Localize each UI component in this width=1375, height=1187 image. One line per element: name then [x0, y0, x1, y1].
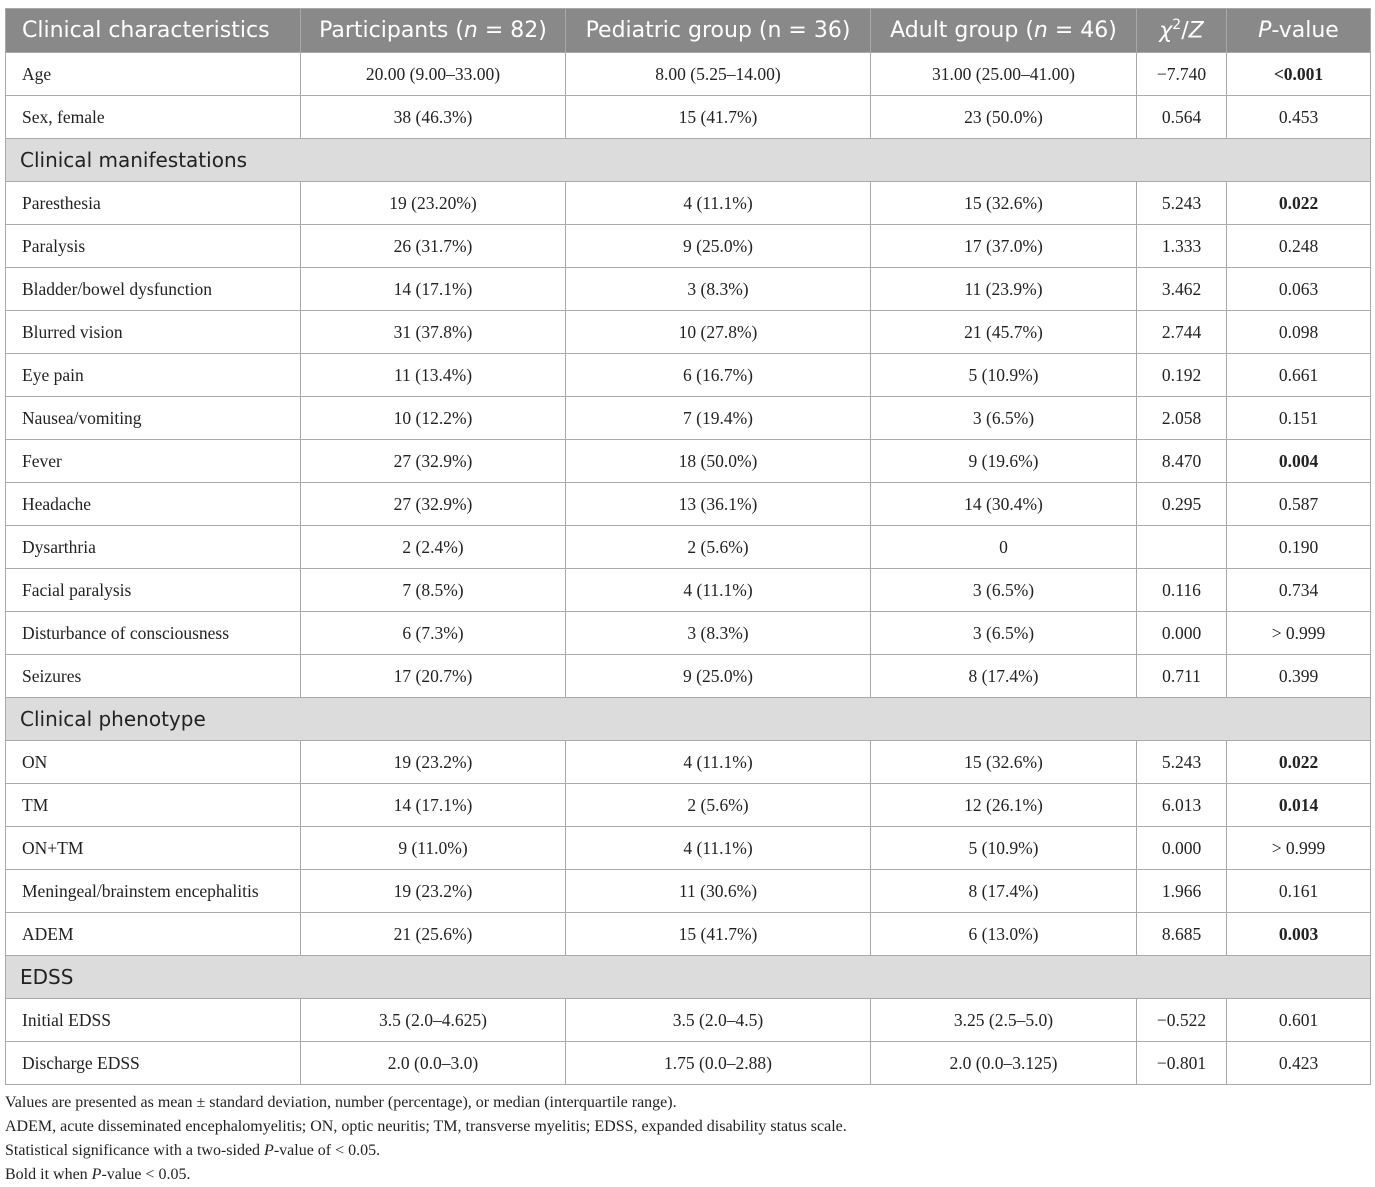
participants-cell: 38 (46.3%): [301, 96, 566, 139]
participants-cell: 11 (13.4%): [301, 354, 566, 397]
pediatric-cell: 9 (25.0%): [566, 655, 871, 698]
adult-cell: 6 (13.0%): [871, 913, 1137, 956]
row-label: ON: [6, 741, 301, 784]
statistic-cell: 0.116: [1137, 569, 1227, 612]
pediatric-cell: 3 (8.3%): [566, 268, 871, 311]
adult-cell: 14 (30.4%): [871, 483, 1137, 526]
footnote-significance: Statistical significance with a two-sided P-value of < 0.05.: [5, 1142, 381, 1159]
statistic-cell: 5.243: [1137, 182, 1227, 225]
statistic-cell: 1.966: [1137, 870, 1227, 913]
section-row: [6, 139, 1371, 182]
row-label: Age: [6, 53, 301, 96]
row-label: ON+TM: [6, 827, 301, 870]
adult-cell: 3 (6.5%): [871, 397, 1137, 440]
clinical-characteristics-table: [5, 8, 1371, 1085]
participants-cell: 27 (32.9%): [301, 483, 566, 526]
row-label: Sex, female: [6, 96, 301, 139]
statistic-cell: 1.333: [1137, 225, 1227, 268]
adult-cell: 8 (17.4%): [871, 870, 1137, 913]
adult-cell: 15 (32.6%): [871, 182, 1137, 225]
table-row: [6, 913, 1371, 956]
table-row: [6, 784, 1371, 827]
statistic-cell: 3.462: [1137, 268, 1227, 311]
participants-cell: 10 (12.2%): [301, 397, 566, 440]
statistic-cell: −0.522: [1137, 999, 1227, 1042]
p-value-cell: 0.022: [1227, 741, 1371, 784]
row-label: Meningeal/brainstem encephalitis: [6, 870, 301, 913]
adult-cell: 17 (37.0%): [871, 225, 1137, 268]
adult-cell: 3 (6.5%): [871, 612, 1137, 655]
row-label: Eye pain: [6, 354, 301, 397]
row-label: Nausea/vomiting: [6, 397, 301, 440]
table-container: [5, 8, 1370, 1085]
p-value-cell: 0.003: [1227, 913, 1371, 956]
adult-cell: 2.0 (0.0–3.125): [871, 1042, 1137, 1085]
footnote-abbreviations: ADEM, acute disseminated encephalomyelitis; ON, optic neuritis; TM, transverse myelitis; EDSS, expanded disability status scale.: [5, 1118, 847, 1135]
p-value-cell: 0.151: [1227, 397, 1371, 440]
adult-cell: 12 (26.1%): [871, 784, 1137, 827]
statistic-cell: 8.470: [1137, 440, 1227, 483]
table-row: [6, 569, 1371, 612]
row-label: Discharge EDSS: [6, 1042, 301, 1085]
statistic-cell: 2.744: [1137, 311, 1227, 354]
header-clinical-characteristics: Clinical characteristics: [6, 9, 301, 53]
adult-cell: 0: [871, 526, 1137, 569]
participants-cell: 14 (17.1%): [301, 268, 566, 311]
pediatric-cell: 9 (25.0%): [566, 225, 871, 268]
pediatric-cell: 15 (41.7%): [566, 913, 871, 956]
header-p-value: P-value: [1227, 9, 1371, 53]
participants-cell: 19 (23.20%): [301, 182, 566, 225]
pediatric-cell: 11 (30.6%): [566, 870, 871, 913]
table-body: [6, 53, 1371, 1085]
p-value-cell: <0.001: [1227, 53, 1371, 96]
participants-cell: 6 (7.3%): [301, 612, 566, 655]
p-value-cell: 0.004: [1227, 440, 1371, 483]
p-value-cell: 0.423: [1227, 1042, 1371, 1085]
adult-cell: 31.00 (25.00–41.00): [871, 53, 1137, 96]
p-value-cell: 0.022: [1227, 182, 1371, 225]
row-label: Paresthesia: [6, 182, 301, 225]
statistic-cell: 0.000: [1137, 827, 1227, 870]
pediatric-cell: 2 (5.6%): [566, 526, 871, 569]
adult-cell: 3.25 (2.5–5.0): [871, 999, 1137, 1042]
header-participants: Participants (n = 82): [301, 9, 566, 53]
adult-cell: 15 (32.6%): [871, 741, 1137, 784]
p-value-cell: > 0.999: [1227, 827, 1371, 870]
row-label: Headache: [6, 483, 301, 526]
p-value-cell: 0.453: [1227, 96, 1371, 139]
row-label: Initial EDSS: [6, 999, 301, 1042]
p-value-cell: 0.661: [1227, 354, 1371, 397]
pediatric-cell: 4 (11.1%): [566, 569, 871, 612]
participants-cell: 9 (11.0%): [301, 827, 566, 870]
participants-cell: 2 (2.4%): [301, 526, 566, 569]
section-title: EDSS: [6, 956, 1371, 999]
table-row: [6, 225, 1371, 268]
pediatric-cell: 8.00 (5.25–14.00): [566, 53, 871, 96]
table-row: [6, 53, 1371, 96]
header-statistic: $\chi^2/Z$: [1137, 9, 1227, 53]
participants-cell: 19 (23.2%): [301, 741, 566, 784]
pediatric-cell: 4 (11.1%): [566, 741, 871, 784]
section-row: [6, 956, 1371, 999]
p-value-cell: 0.601: [1227, 999, 1371, 1042]
adult-cell: 5 (10.9%): [871, 827, 1137, 870]
row-label: Bladder/bowel dysfunction: [6, 268, 301, 311]
adult-cell: 3 (6.5%): [871, 569, 1137, 612]
adult-cell: 9 (19.6%): [871, 440, 1137, 483]
row-label: Paralysis: [6, 225, 301, 268]
row-label: Disturbance of consciousness: [6, 612, 301, 655]
table-row: [6, 182, 1371, 225]
participants-cell: 27 (32.9%): [301, 440, 566, 483]
adult-cell: 21 (45.7%): [871, 311, 1137, 354]
pediatric-cell: 4 (11.1%): [566, 827, 871, 870]
participants-cell: 2.0 (0.0–3.0): [301, 1042, 566, 1085]
table-row: [6, 999, 1371, 1042]
row-label: Fever: [6, 440, 301, 483]
row-label: Facial paralysis: [6, 569, 301, 612]
pediatric-cell: 13 (36.1%): [566, 483, 871, 526]
row-label: Seizures: [6, 655, 301, 698]
participants-cell: 3.5 (2.0–4.625): [301, 999, 566, 1042]
participants-cell: 20.00 (9.00–33.00): [301, 53, 566, 96]
pediatric-cell: 3.5 (2.0–4.5): [566, 999, 871, 1042]
adult-cell: 5 (10.9%): [871, 354, 1137, 397]
table-row: [6, 1042, 1371, 1085]
statistic-cell: 0.711: [1137, 655, 1227, 698]
table-row: [6, 96, 1371, 139]
pediatric-cell: 3 (8.3%): [566, 612, 871, 655]
table-row: [6, 741, 1371, 784]
p-value-cell: 0.734: [1227, 569, 1371, 612]
footnote-values: Values are presented as mean ± standard deviation, number (percentage), or median (interquartile range).: [5, 1094, 677, 1111]
row-label: Dysarthria: [6, 526, 301, 569]
table-row: [6, 268, 1371, 311]
statistic-cell: 0.000: [1137, 612, 1227, 655]
statistic-cell: 0.564: [1137, 96, 1227, 139]
table-row: [6, 526, 1371, 569]
statistic-cell: −0.801: [1137, 1042, 1227, 1085]
p-value-cell: 0.161: [1227, 870, 1371, 913]
header-pediatric-group: Pediatric group (n = 36): [566, 9, 871, 53]
table-row: [6, 397, 1371, 440]
table-row: [6, 612, 1371, 655]
pediatric-cell: 18 (50.0%): [566, 440, 871, 483]
p-value-cell: 0.098: [1227, 311, 1371, 354]
p-value-cell: 0.063: [1227, 268, 1371, 311]
table-row: [6, 827, 1371, 870]
table-footnotes: [5, 1091, 1370, 1187]
footnote-bold-rule: Bold it when P-value < 0.05.: [5, 1166, 191, 1183]
section-title: Clinical manifestations: [6, 139, 1371, 182]
statistic-cell: 8.685: [1137, 913, 1227, 956]
statistic-cell: −7.740: [1137, 53, 1227, 96]
statistic-cell: [1137, 526, 1227, 569]
pediatric-cell: 15 (41.7%): [566, 96, 871, 139]
section-title: Clinical phenotype: [6, 698, 1371, 741]
statistic-cell: 6.013: [1137, 784, 1227, 827]
adult-cell: 11 (23.9%): [871, 268, 1137, 311]
pediatric-cell: 6 (16.7%): [566, 354, 871, 397]
pediatric-cell: 10 (27.8%): [566, 311, 871, 354]
participants-cell: 17 (20.7%): [301, 655, 566, 698]
pediatric-cell: 2 (5.6%): [566, 784, 871, 827]
statistic-cell: 0.192: [1137, 354, 1227, 397]
participants-cell: 21 (25.6%): [301, 913, 566, 956]
pediatric-cell: 7 (19.4%): [566, 397, 871, 440]
pediatric-cell: 4 (11.1%): [566, 182, 871, 225]
adult-cell: 8 (17.4%): [871, 655, 1137, 698]
row-label: Blurred vision: [6, 311, 301, 354]
p-value-cell: 0.248: [1227, 225, 1371, 268]
table-row: [6, 655, 1371, 698]
header-row: [6, 9, 1371, 53]
participants-cell: 19 (23.2%): [301, 870, 566, 913]
table-row: [6, 311, 1371, 354]
statistic-cell: 0.295: [1137, 483, 1227, 526]
adult-cell: 23 (50.0%): [871, 96, 1137, 139]
section-row: [6, 698, 1371, 741]
p-value-cell: 0.587: [1227, 483, 1371, 526]
participants-cell: 31 (37.8%): [301, 311, 566, 354]
table-row: [6, 483, 1371, 526]
table-row: [6, 440, 1371, 483]
row-label: TM: [6, 784, 301, 827]
statistic-cell: 5.243: [1137, 741, 1227, 784]
row-label: ADEM: [6, 913, 301, 956]
p-value-cell: 0.014: [1227, 784, 1371, 827]
statistic-cell: 2.058: [1137, 397, 1227, 440]
participants-cell: 26 (31.7%): [301, 225, 566, 268]
header-adult-group: Adult group (n = 46): [871, 9, 1137, 53]
p-value-cell: > 0.999: [1227, 612, 1371, 655]
p-value-cell: 0.190: [1227, 526, 1371, 569]
p-value-cell: 0.399: [1227, 655, 1371, 698]
pediatric-cell: 1.75 (0.0–2.88): [566, 1042, 871, 1085]
participants-cell: 7 (8.5%): [301, 569, 566, 612]
table-row: [6, 354, 1371, 397]
table-row: [6, 870, 1371, 913]
participants-cell: 14 (17.1%): [301, 784, 566, 827]
